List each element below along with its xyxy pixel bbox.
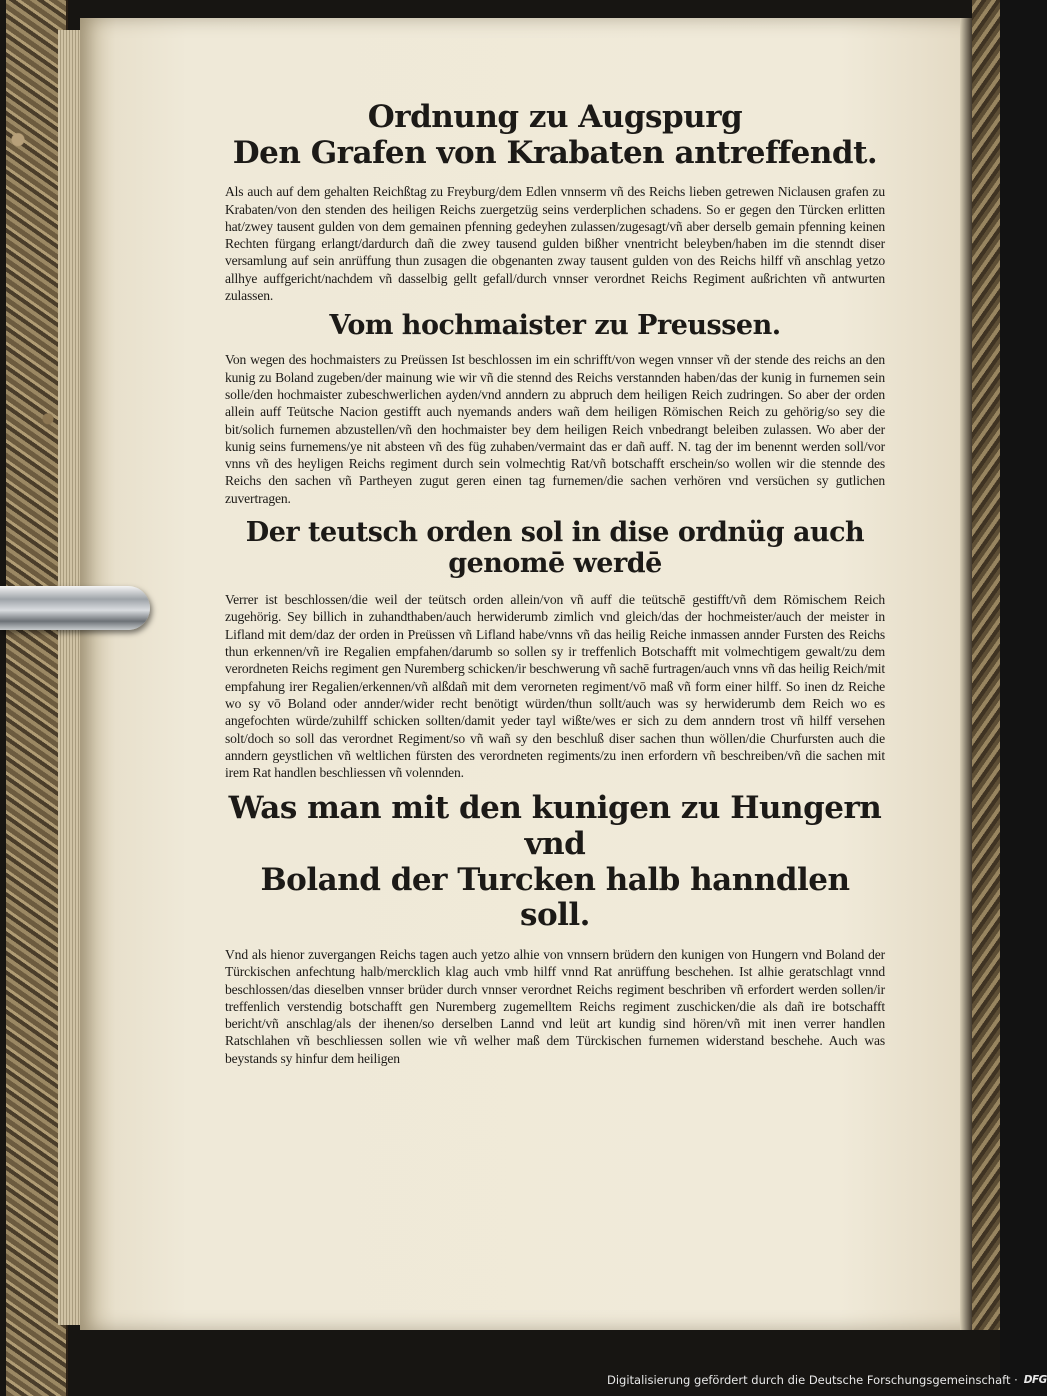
- section-augspurg: [225, 100, 885, 304]
- section-heading: [225, 310, 885, 341]
- heading-line: Den Grafen von Krabaten antreffendt.: [232, 134, 878, 171]
- glass-page-weight: [0, 586, 150, 630]
- page-text: [225, 100, 885, 1067]
- funding-footer: [607, 1369, 1047, 1391]
- section-hungern-boland: [225, 791, 885, 1067]
- dfg-logo: DFG: [1023, 1374, 1047, 1386]
- section-heading: [225, 791, 885, 934]
- heading-line: Ordnung zu Augspurg: [367, 99, 743, 135]
- marbled-cover-right: [972, 0, 1000, 1330]
- section-paragraph: Als auch auf dem gehalten Reichßtag zu Freyburg/dem Edlen vnnserm vñ des Reichs lieben getrewen Niclausen grafen zu Krabaten/von den stenden des heiligen Reichs zuergetzüg seins verderplichen schadens. So er gegen den Türcken erlitten hat/zwey tausent gulden von dem gemainen pfenning gedeyhen zulassen/zugesagt/vñ aber derselb gemain pfenning keinen Rechten fürgang erlangt/dardurch dañ die zwey tausend gulden bißher vnentricht beleyben/haben im die stenndt diser versamlung auf sein anrüffung thun zusagen die obgenanten zway tausent gulden von des Reichs hilff vñ anschlag yetzo allhye auffgericht/nachdem vñ dasselbig gellt gefall/durch vnnser verordnet Reichs Regiment außrichten vñ antwurten zulassen.: [225, 184, 885, 304]
- section-teutsch-orden: [225, 517, 885, 781]
- heading-line: Was man mit den kunigen zu Hungern vnd: [228, 790, 882, 863]
- section-paragraph: Vnd als hienor zuvergangen Reichs tagen auch yetzo alhie von vnnsern brüdern den kunigen von Hungern vnd Boland der Türckischen anfechtung halb/mercklich klag auch vmb hilff vnnd Rat anrüffung beschehen. Ist alhie geratschlagt vnnd beschlossen/das dieselben vnnser brüder durch vnnser verordnet Reichs regiment beschriben vñ erfordert werden sollen/ir treffenlich verstendig botschafft gen Nuremberg zugemelltem Reichs regiment zuschicken/die als dañ ire botschafft bericht/vñ anschlag/als der ihenen/so derselben Lannd vnd leüt art kundig sind hören/vñ mit inen verrer handlen Ratschlahen vñ beschliessen sollen wie vñ welher maß dem Türckischen furnemen widerstand beschehe. Auch was beystands sy hinfur dem heiligen: [225, 947, 885, 1066]
- section-heading: [225, 517, 885, 579]
- heading-line: Boland der Turcken halb hanndlen soll.: [260, 861, 850, 934]
- section-heading: [225, 100, 885, 171]
- footer-text: Digitalisierung gefördert durch die Deutsche Forschungsgemeinschaft ·: [607, 1373, 1018, 1387]
- section-paragraph: Von wegen des hochmaisters zu Preüssen Ist beschlossen im ein schrifft/von wegen vnnser vñ der stende des reichs an den kunig zu Boland zugeben/der mainung wie wir vñ die stennd des Reichs verstannden haben/das der kunig in furnemen sein solle/den hochmaister zubeschwerlichen ayden/vnd anndern zu abpruch dem heiligen Reich zudringen. So aber der orden allein auff Teütsche Nacion gestifft auch nyemands anders wañ dem heiligen Römischen Reich zu gehörig/so sey die bit/solich furnemen abzustellen/vñ den hochmaister bey dem heiligen Reich vnbedrangt beleiben zulassen. Wo aber der kunig seins furnemens/ye nit absteen vñ des füg zuhaben/vermaint das er dañ auff. N. tag der im benennt werden soll/vor vnns vñ des heyligen Reichs regiment durch sein volmechtig Rat/vñ botschafft erschein/so wollen wir die stennde des Reichs den sachen vñ Partheyen zugut geren einen tag furnemen/die sachen verhören vnd versüchen sy gutlichen zuvertragen.: [225, 352, 885, 506]
- heading-line: Vom hochmaister zu Preussen.: [329, 310, 781, 342]
- section-hochmaister: [225, 310, 885, 507]
- section-paragraph: Verrer ist beschlossen/die weil der teütsch orden allein/von vñ auff die teütschē gestifft/vñ dem Römischem Reich zugehörig. Sey billich in zuhandthaben/auch herwiderumb zimlich vnd gleich/das der hochmeister/auch der meister in Lifland mit dem/daz der orden in Preüssen vñ Lifland habe/vnns vñ das heilig Reiche inmassen annder Fursten des Reichs thun erkennen/vñ ire Regalien empfahen/darumb so sollen sy ir treffenlich Botschafft mit volmechtigem gewalt/zu dem verordneten Reichs regiment gen Nuremberg schicken/ir beschwerung vñ sachē furtragen/auch vnns vñ das heilig Reich/mit empfahung irer Regalien/erkennen/vñ alßdañ mit dem verorneten regiment/vō maß vñ form einer hilff. So inen dz Reiche wo sy vō Boland oder annder/wider recht benötigt würden/thun sollt/auch was sy herwiderumb dem Reich wo es angefochten würde/zuhilff schicken sollten/damit yeder tayl wißte/wes er sich zu dem anndern trost vñ hilff versehen solt/doch so soll das verordnet Regiment/so vñ wañ sy den beschluß diser sachen thun wöllen/die Churfursten auch die anndern geystlichen vñ weltlichen fürsten des verordneten regiments/zu inen erfordern vñ beschreiben/vñ die sachen mit irem Rat handlen beschliessen vñ volennden.: [225, 592, 885, 781]
- heading-line: Der teutsch orden sol in dise ordnüg auch genomē werdē: [245, 517, 865, 580]
